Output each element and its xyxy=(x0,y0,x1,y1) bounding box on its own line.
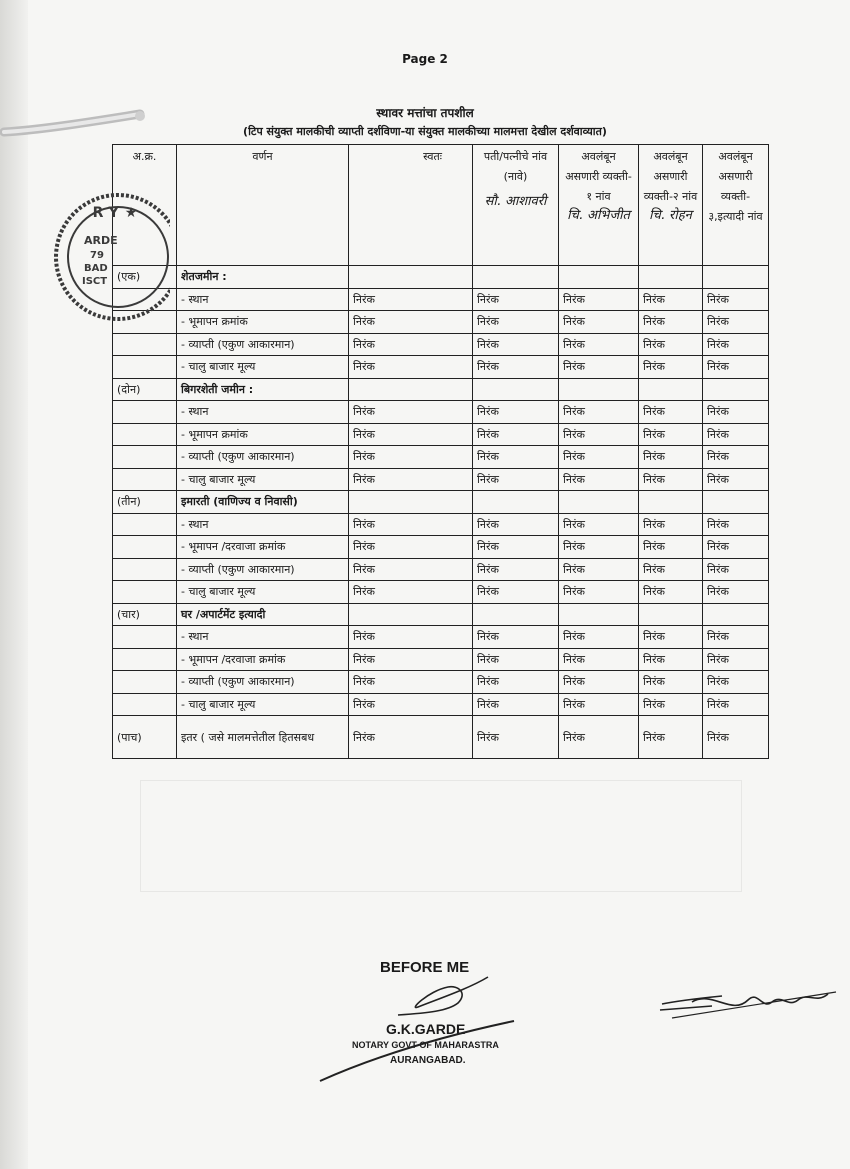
table-row xyxy=(113,401,769,424)
section-row xyxy=(113,266,769,289)
empty-cell xyxy=(113,558,177,581)
scan-left-edge xyxy=(0,0,28,1169)
empty-cell xyxy=(639,378,703,401)
empty-cell xyxy=(473,491,559,514)
row-description: - भूमापन क्रमांक xyxy=(177,423,349,446)
empty-cell xyxy=(113,536,177,559)
row-value: निरंक xyxy=(349,333,473,356)
empty-cell xyxy=(113,626,177,649)
row-value: निरंक xyxy=(639,311,703,334)
empty-cell xyxy=(349,491,473,514)
row-value: निरंक xyxy=(559,716,639,759)
row-value: निरंक xyxy=(473,401,559,424)
empty-cell xyxy=(703,378,769,401)
section-number: (एक) xyxy=(113,266,177,289)
row-value: निरंक xyxy=(639,558,703,581)
row-value: निरंक xyxy=(703,671,769,694)
immovable-assets-table xyxy=(112,144,769,759)
row-value: निरंक xyxy=(473,311,559,334)
table-row xyxy=(113,423,769,446)
svg-text:BAD: BAD xyxy=(84,263,108,274)
row-value: निरंक xyxy=(349,311,473,334)
row-value: निरंक xyxy=(349,536,473,559)
empty-cell xyxy=(473,266,559,289)
table-row xyxy=(113,288,769,311)
row-value: निरंक xyxy=(559,311,639,334)
row-value: निरंक xyxy=(473,671,559,694)
row-value: निरंक xyxy=(349,468,473,491)
row-value: निरंक xyxy=(559,401,639,424)
empty-cell xyxy=(559,378,639,401)
empty-cell xyxy=(113,446,177,469)
table-row xyxy=(113,468,769,491)
table-row xyxy=(113,626,769,649)
notary-designation: NOTARY GOVT OF MAHARASTRA xyxy=(352,1040,499,1050)
row-value: निरंक xyxy=(349,716,473,759)
handwritten-dependent-1-name: चि. अभिजीत xyxy=(567,208,630,223)
row-value: निरंक xyxy=(703,693,769,716)
row-description: - व्याप्ती (एकुण आकारमान) xyxy=(177,446,349,469)
row-value: निरंक xyxy=(639,333,703,356)
section-row xyxy=(113,603,769,626)
table-row xyxy=(113,693,769,716)
row-value: निरंक xyxy=(639,693,703,716)
row-value: निरंक xyxy=(349,288,473,311)
row-value: निरंक xyxy=(473,626,559,649)
row-value: निरंक xyxy=(639,423,703,446)
row-description: - भूमापन /दरवाजा क्रमांक xyxy=(177,648,349,671)
row-description: - भूमापन /दरवाजा क्रमांक xyxy=(177,536,349,559)
row-description: - स्थान xyxy=(177,288,349,311)
table-row-other xyxy=(113,716,769,759)
empty-cell xyxy=(113,468,177,491)
empty-cell xyxy=(349,603,473,626)
row-value: निरंक xyxy=(639,671,703,694)
row-value: निरंक xyxy=(703,716,769,759)
table-body xyxy=(113,266,769,759)
header-dependent-3: अवलंबून असणारी व्यक्ती- ३,इत्यादी नांव xyxy=(703,145,769,266)
row-value: निरंक xyxy=(703,423,769,446)
row-value: निरंक xyxy=(349,401,473,424)
notary-underline-stroke xyxy=(318,1015,518,1085)
table-row xyxy=(113,648,769,671)
row-value: निरंक xyxy=(349,423,473,446)
row-value: निरंक xyxy=(559,423,639,446)
row-description: - व्याप्ती (एकुण आकारमान) xyxy=(177,558,349,581)
row-description: - व्याप्ती (एकुण आकारमान) xyxy=(177,671,349,694)
section-title: स्थावर मत्तांचा तपशील xyxy=(376,106,474,120)
row-value: निरंक xyxy=(559,356,639,379)
section-number: (पाच) xyxy=(113,716,177,759)
row-value: निरंक xyxy=(349,671,473,694)
row-value: निरंक xyxy=(349,693,473,716)
empty-cell xyxy=(703,603,769,626)
row-value: निरंक xyxy=(639,401,703,424)
table-row xyxy=(113,581,769,604)
row-value: निरंक xyxy=(703,558,769,581)
row-value: निरंक xyxy=(703,648,769,671)
row-value: निरंक xyxy=(349,648,473,671)
row-value: निरंक xyxy=(559,581,639,604)
row-value: निरंक xyxy=(473,423,559,446)
row-description: - स्थान xyxy=(177,513,349,536)
row-value: निरंक xyxy=(639,536,703,559)
row-value: निरंक xyxy=(559,288,639,311)
empty-cell xyxy=(113,401,177,424)
empty-cell xyxy=(113,693,177,716)
table-row xyxy=(113,536,769,559)
row-value: निरंक xyxy=(639,716,703,759)
row-value: निरंक xyxy=(473,581,559,604)
row-value: निरंक xyxy=(703,581,769,604)
empty-cell xyxy=(559,266,639,289)
empty-cell xyxy=(703,491,769,514)
empty-cell xyxy=(639,491,703,514)
row-value: निरंक xyxy=(703,468,769,491)
svg-text:ISCT: ISCT xyxy=(82,276,108,287)
empty-cell xyxy=(703,266,769,289)
row-value: निरंक xyxy=(639,626,703,649)
table-row xyxy=(113,333,769,356)
section-number: (तीन) xyxy=(113,491,177,514)
row-value: निरंक xyxy=(473,333,559,356)
header-self: स्वतः xyxy=(349,145,473,266)
row-value: निरंक xyxy=(639,446,703,469)
empty-cell xyxy=(559,491,639,514)
row-value: निरंक xyxy=(639,648,703,671)
row-value: निरंक xyxy=(703,311,769,334)
section-label: इमारती (वाणिज्य व निवासी) xyxy=(177,491,349,514)
section-label: घर /अपार्टमेंट इत्यादी xyxy=(177,603,349,626)
page-label: Page 2 xyxy=(402,52,448,66)
svg-text:ARDE: ARDE xyxy=(84,234,118,247)
row-description: - स्थान xyxy=(177,401,349,424)
header-serial: अ.क्र. xyxy=(113,145,177,266)
handwritten-dependent-2-name: चि. रोहन xyxy=(649,208,692,223)
row-value: निरंक xyxy=(559,693,639,716)
svg-text:RY★: RY★ xyxy=(92,205,144,221)
row-value: निरंक xyxy=(639,468,703,491)
notary-attestation xyxy=(318,955,548,1085)
row-value: निरंक xyxy=(559,536,639,559)
row-value: निरंक xyxy=(559,446,639,469)
header-description: वर्णन xyxy=(177,145,349,266)
row-description: - व्याप्ती (एकुण आकारमान) xyxy=(177,333,349,356)
row-value: निरंक xyxy=(639,356,703,379)
row-value: निरंक xyxy=(473,356,559,379)
row-value: निरंक xyxy=(559,648,639,671)
table-row xyxy=(113,671,769,694)
svg-text:79: 79 xyxy=(90,250,104,261)
empty-cell xyxy=(113,513,177,536)
table-row xyxy=(113,558,769,581)
row-value: निरंक xyxy=(639,581,703,604)
row-value: निरंक xyxy=(639,513,703,536)
row-value: निरंक xyxy=(559,333,639,356)
row-value: निरंक xyxy=(473,693,559,716)
header-spouse xyxy=(473,145,559,266)
empty-cell xyxy=(349,266,473,289)
row-value: निरंक xyxy=(473,468,559,491)
table-header-row xyxy=(113,145,769,266)
row-value: निरंक xyxy=(559,513,639,536)
section-label: शेतजमीन : xyxy=(177,266,349,289)
row-value: निरंक xyxy=(703,333,769,356)
table-row xyxy=(113,356,769,379)
notary-signature xyxy=(358,969,498,1019)
row-value: निरंक xyxy=(703,626,769,649)
row-value: निरंक xyxy=(639,288,703,311)
row-description: - स्थान xyxy=(177,626,349,649)
table-row xyxy=(113,311,769,334)
section-subtitle: (टिप संयुक्त मालकीची व्याप्ती दर्शविणा-या संयुक्त मालकीच्या मालमत्ता देखील दर्शवाव्यात) xyxy=(243,125,607,138)
header-dependent-1-label: अवलंबून असणारी व्यक्ती- १ नांव xyxy=(565,150,632,203)
section-number: (चार) xyxy=(113,603,177,626)
row-value: निरंक xyxy=(349,581,473,604)
empty-cell xyxy=(473,378,559,401)
empty-cell xyxy=(113,671,177,694)
row-description: - चालु बाजार मूल्य xyxy=(177,581,349,604)
row-value: निरंक xyxy=(349,356,473,379)
handwritten-spouse-name: सौ. आशावरी xyxy=(484,194,547,209)
row-description: - चालु बाजार मूल्य xyxy=(177,468,349,491)
section-row xyxy=(113,491,769,514)
table-row xyxy=(113,513,769,536)
row-value: निरंक xyxy=(349,626,473,649)
row-value: निरंक xyxy=(473,536,559,559)
header-dependent-2 xyxy=(639,145,703,266)
row-value: निरंक xyxy=(703,446,769,469)
notary-seal-stamp xyxy=(40,172,170,342)
notary-before-me: BEFORE ME xyxy=(380,959,470,976)
row-value: निरंक xyxy=(473,648,559,671)
row-description: - भूमापन क्रमांक xyxy=(177,311,349,334)
row-value: निरंक xyxy=(349,446,473,469)
section-label: बिगरशेती जमीन : xyxy=(177,378,349,401)
empty-cell xyxy=(113,648,177,671)
empty-cell xyxy=(473,603,559,626)
header-dependent-2-label: अवलंबून असणारी व्यक्ती-२ नांव xyxy=(643,150,698,203)
empty-cell xyxy=(639,266,703,289)
section-row xyxy=(113,378,769,401)
row-value: निरंक xyxy=(703,356,769,379)
row-value: निरंक xyxy=(703,288,769,311)
row-value: निरंक xyxy=(473,288,559,311)
header-spouse-label: पती/पत्नीचे नांव (नावे) xyxy=(483,150,548,183)
empty-cell xyxy=(113,356,177,379)
row-value: निरंक xyxy=(473,513,559,536)
empty-cell xyxy=(639,603,703,626)
row-description: - चालु बाजार मूल्य xyxy=(177,693,349,716)
row-value: निरंक xyxy=(473,558,559,581)
row-value: निरंक xyxy=(703,401,769,424)
row-value: निरंक xyxy=(473,446,559,469)
empty-cell xyxy=(113,581,177,604)
empty-cell xyxy=(113,423,177,446)
bleed-through xyxy=(140,780,742,892)
empty-cell xyxy=(349,378,473,401)
row-value: निरंक xyxy=(559,671,639,694)
row-value: निरंक xyxy=(559,468,639,491)
notary-name: G.K.GARDE xyxy=(386,1021,466,1037)
row-value: निरंक xyxy=(703,513,769,536)
row-value: निरंक xyxy=(703,536,769,559)
row-value: निरंक xyxy=(349,558,473,581)
row-value: निरंक xyxy=(473,716,559,759)
table-row xyxy=(113,446,769,469)
row-value: निरंक xyxy=(349,513,473,536)
header-dependent-1 xyxy=(559,145,639,266)
deponent-signature xyxy=(652,980,842,1030)
notary-city: AURANGABAD. xyxy=(390,1055,466,1066)
row-description: - चालु बाजार मूल्य xyxy=(177,356,349,379)
section-number: (दोन) xyxy=(113,378,177,401)
row-description: इतर ( जसे मालमत्तेतील हितसबध xyxy=(177,716,349,759)
row-value: निरंक xyxy=(559,626,639,649)
empty-cell xyxy=(559,603,639,626)
row-value: निरंक xyxy=(559,558,639,581)
